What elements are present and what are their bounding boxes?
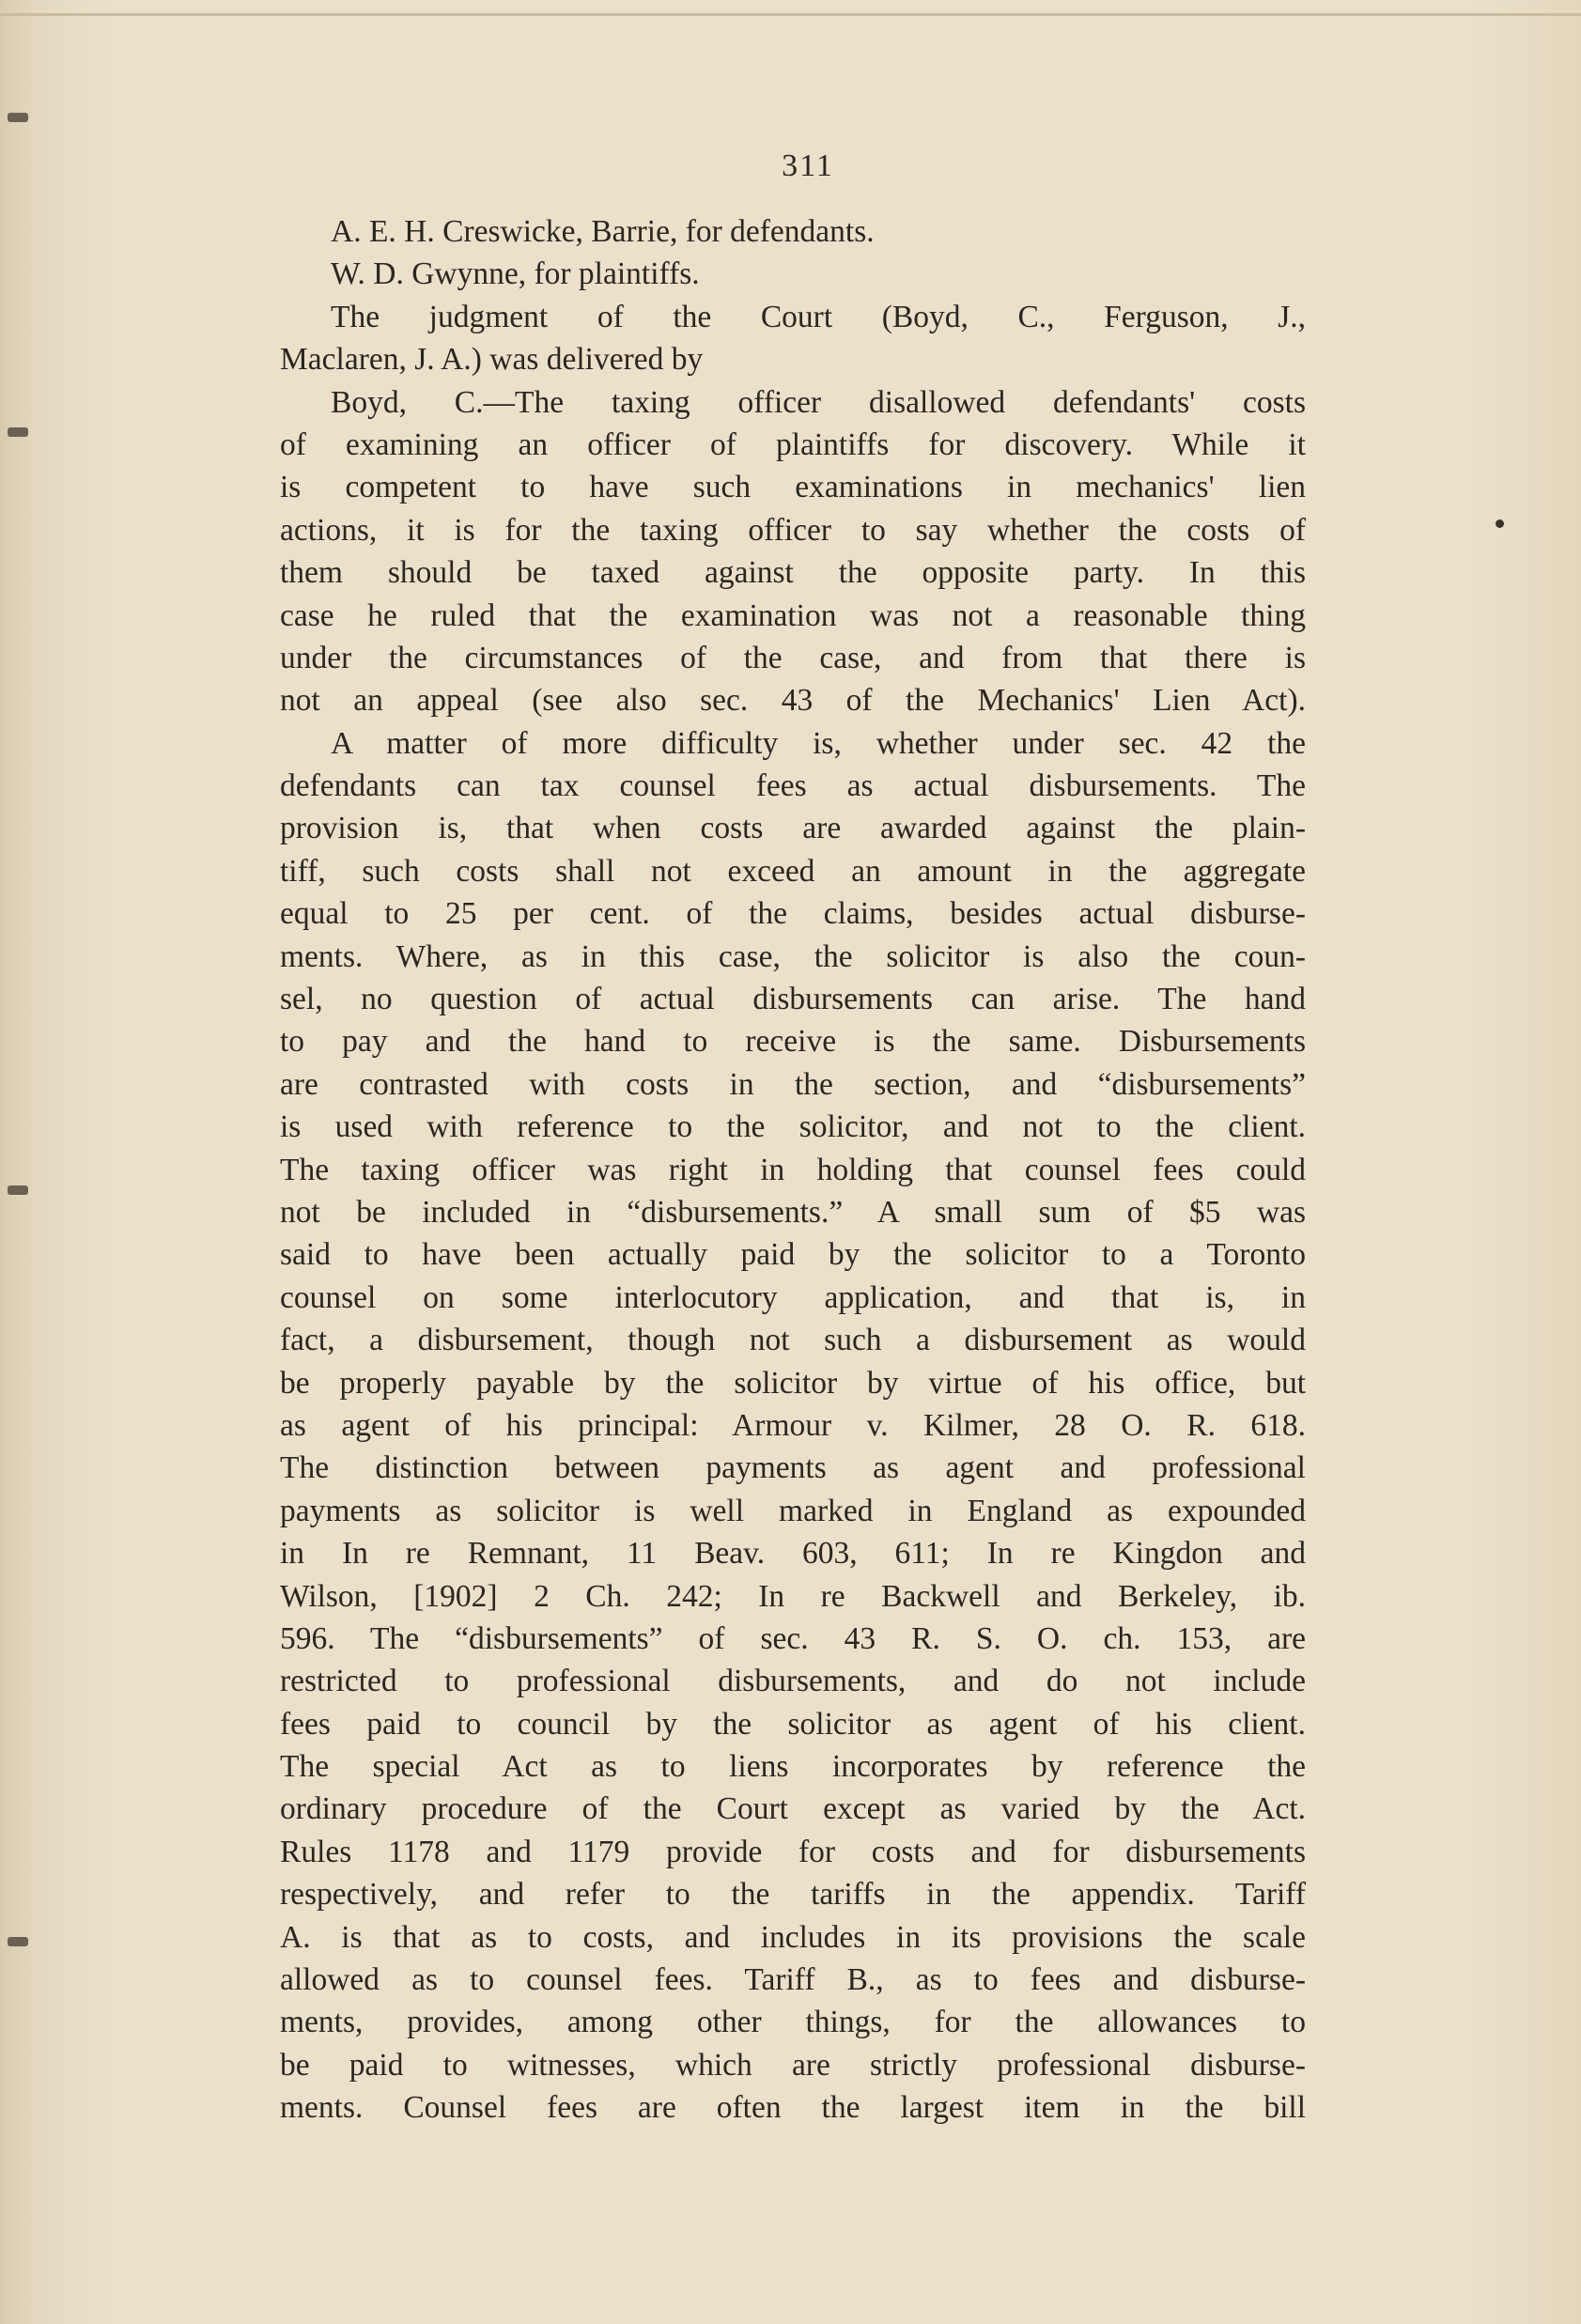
text-line: is competent to have such examinations in mechanics' lien — [280, 470, 1306, 505]
margin-dot-mark — [1496, 519, 1504, 528]
text-line: payments as solicitor is well marked in England as expounded — [280, 1493, 1306, 1528]
text-line: 596. The “disbursements” of sec. 43 R. S. O. ch. 153, are — [280, 1620, 1306, 1656]
text-line: The distinction between payments as agent and professional — [280, 1450, 1306, 1486]
text-line: said to have been actually paid by the solicitor to a Toronto — [280, 1237, 1306, 1273]
text-line: sel, no question of actual disbursements can arise. The hand — [280, 982, 1306, 1017]
text-line: under the circumstances of the case, and from that there is — [280, 640, 1306, 675]
text-line: not be included in “disbursements.” A small sum of $5 was — [280, 1194, 1306, 1230]
text-line: are contrasted with costs in the section, and “disbursements” — [280, 1066, 1306, 1102]
text-line: A. is that as to costs, and includes in its provisions the scale — [280, 1919, 1306, 1955]
text-line: them should be taxed against the opposite party. In this — [280, 555, 1306, 591]
gutter-tab-mark — [8, 427, 28, 437]
text-line: counsel on some interlocutory application, and that is, in — [280, 1279, 1306, 1315]
text-line: actions, it is for the taxing officer to say whether the costs of — [280, 512, 1306, 548]
text-line: The special Act as to liens incorporates by reference the — [280, 1749, 1306, 1785]
text-line: Rules 1178 and 1179 provide for costs and for disbursements — [280, 1834, 1306, 1869]
text-line: of examining an officer of plaintiffs for discovery. While it — [280, 426, 1306, 462]
text-line: ments. Where, as in this case, the solicitor is also the coun- — [280, 938, 1306, 974]
text-line: case he ruled that the examination was not a reasonable thing — [280, 597, 1306, 633]
text-line: provision is, that when costs are awarded against the plain- — [280, 811, 1306, 846]
gutter-tab-mark — [8, 113, 28, 122]
text-line: respectively, and refer to the tariffs in the appendix. Tariff — [280, 1877, 1306, 1913]
text-line: fact, a disbursement, though not such a disbursement as would — [280, 1323, 1306, 1358]
gutter-tab-mark — [8, 1185, 28, 1195]
text-line: Boyd, C.—The taxing officer disallowed defendants' costs — [331, 384, 1306, 420]
text-line: The taxing officer was right in holding that counsel fees could — [280, 1152, 1306, 1187]
text-line: Maclaren, J. A.) was delivered by — [280, 342, 704, 378]
text-line: in In re Remnant, 11 Beav. 603, 611; In re Kingdon and — [280, 1536, 1306, 1572]
top-edge-rule — [0, 13, 1581, 16]
text-line: allowed as to counsel fees. Tariff B., as to fees and disburse- — [280, 1962, 1306, 1998]
text-line: as agent of his principal: Armour v. Kilmer, 28 O. R. 618. — [280, 1407, 1306, 1443]
page-number: 311 — [782, 148, 834, 183]
text-line: be properly payable by the solicitor by virtue of his office, but — [280, 1365, 1306, 1401]
text-line: restricted to professional disbursements, and do not include — [280, 1664, 1306, 1699]
body-text — [280, 210, 1306, 2130]
text-line: W. D. Gwynne, for plaintiffs. — [331, 256, 700, 292]
text-line: Wilson, [1902] 2 Ch. 242; In re Backwell and Berkeley, ib. — [280, 1578, 1306, 1614]
text-line: to pay and the hand to receive is the same. Disbursements — [280, 1024, 1306, 1060]
text-line: fees paid to council by the solicitor as agent of his client. — [280, 1706, 1306, 1742]
text-line: A. E. H. Creswicke, Barrie, for defendants. — [331, 214, 875, 249]
text-line: A matter of more difficulty is, whether under sec. 42 the — [331, 725, 1306, 761]
text-line: equal to 25 per cent. of the claims, besides actual disburse- — [280, 896, 1306, 932]
text-line: The judgment of the Court (Boyd, C., Ferguson, J., — [331, 299, 1306, 334]
text-line: ments. Counsel fees are often the largest item in the bill — [280, 2090, 1306, 2126]
text-line: not an appeal (see also sec. 43 of the Mechanics' Lien Act). — [280, 683, 1306, 719]
text-line: defendants can tax counsel fees as actual disbursements. The — [280, 768, 1306, 804]
text-line: ordinary procedure of the Court except as varied by the Act. — [280, 1791, 1306, 1827]
gutter-tab-mark — [8, 1937, 28, 1946]
text-line: tiff, such costs shall not exceed an amount in the aggregate — [280, 853, 1306, 889]
text-line: be paid to witnesses, which are strictly professional disburse- — [280, 2047, 1306, 2083]
text-line: ments, provides, among other things, for the allowances to — [280, 2005, 1306, 2040]
text-line: is used with reference to the solicitor, and not to the client. — [280, 1109, 1306, 1145]
